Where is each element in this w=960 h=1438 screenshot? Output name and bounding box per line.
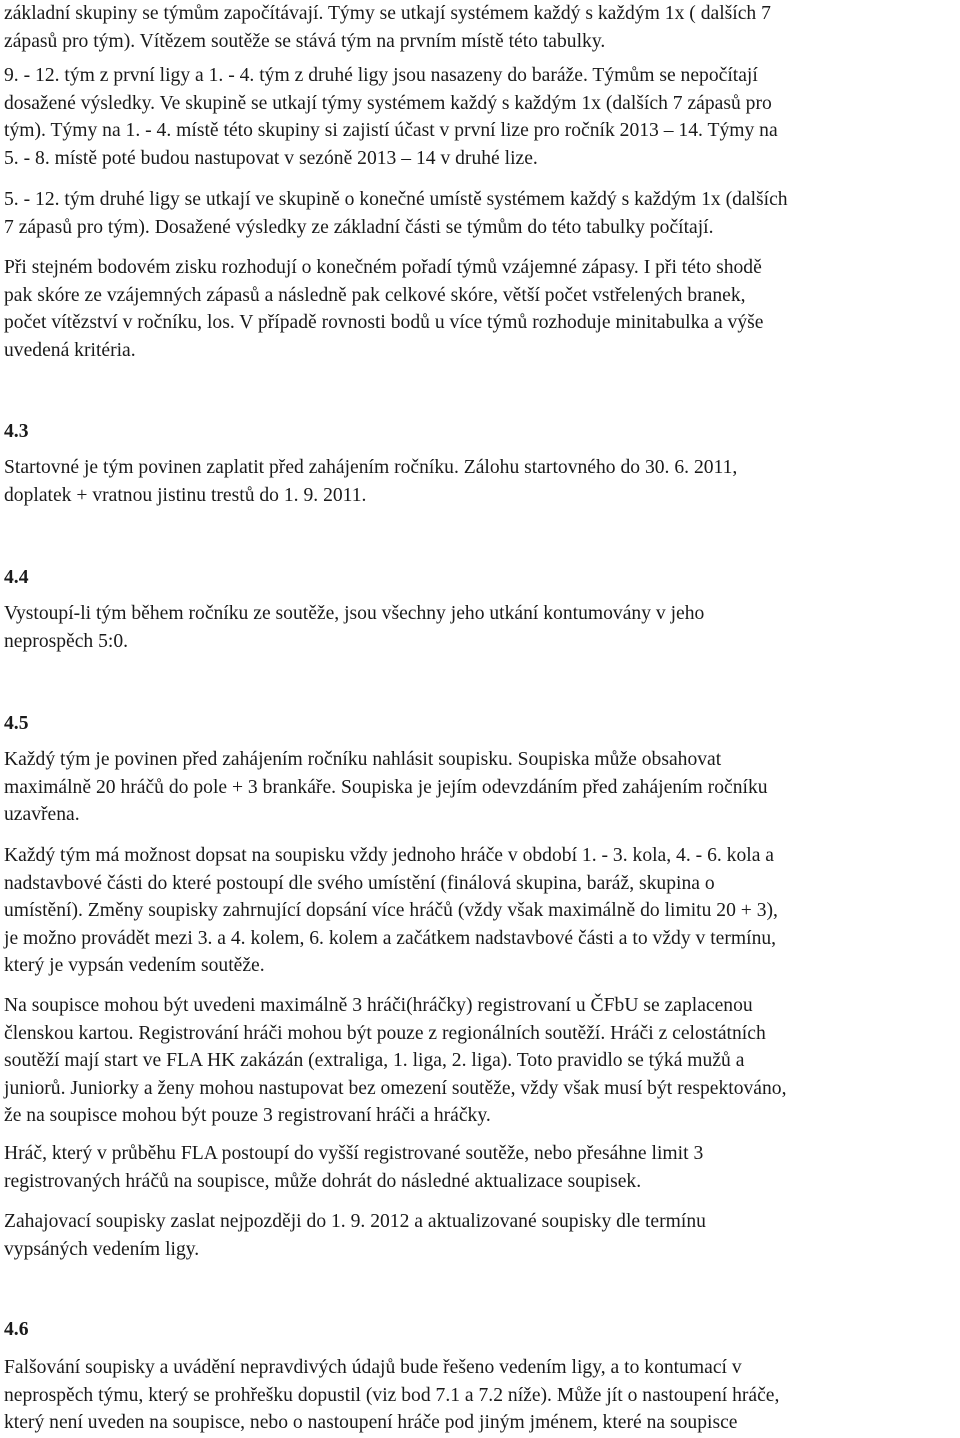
paragraph-barrage — [4, 62, 950, 172]
text-line: počet vítězství v ročníku, los. V případě rovnosti bodů u více týmů rozhoduje minitabulka a výše — [4, 312, 764, 334]
text-line: je možno provádět mezi 3. a 4. kolem, 6. kolem a začátkem nadstavbové části a to vždy v termínu, — [4, 927, 777, 949]
text-line: maximálně 20 hráčů do pole + 3 brankáře. Soupiska je jejím odevzdáním před zahájením ročníku — [4, 776, 768, 798]
text-line: uzavřena. — [4, 804, 80, 826]
text-line: umístění). Změny soupisky zahrnující dopsání více hráčů (vždy však maximálně do limitu 20 + 3), — [4, 900, 778, 922]
paragraph-entry-fee — [4, 454, 950, 509]
text-line: 7 zápasů pro tým). Dosažené výsledky ze základní části se týmům do této tabulky počítají. — [4, 216, 714, 238]
text-line: zápasů pro tým). Vítězem soutěže se stává tým na prvním místě této tabulky. — [4, 30, 606, 52]
text-line: tým). Týmy na 1. - 4. místě této skupiny si zajistí účast v první lize pro ročník 2013 – 14. Týmy na — [4, 120, 778, 142]
text-line: 5. - 8. místě poté budou nastupovat v sezóně 2013 – 14 v druhé lize. — [4, 147, 538, 169]
paragraph-registered-players — [4, 992, 950, 1130]
section-heading-4-3: 4.3 — [4, 421, 29, 442]
paragraph-roster — [4, 746, 950, 829]
text-line: uvedená kritéria. — [4, 339, 136, 361]
text-line: vypsáných vedením ligy. — [4, 1238, 200, 1260]
paragraph-roster-deadline — [4, 1208, 950, 1263]
text-line: 5. - 12. tým druhé ligy se utkají ve skupině o konečné umístě systémem každý s každým 1x (dalších — [4, 189, 788, 210]
text-line: neprospěch týmu, který se prohřešku dopustil (viz bod 7.1 a 7.2 níže). Může jít o nastoupení hráče, — [4, 1384, 780, 1406]
text-line: který není uveden na soupisce, nebo o nastoupení hráče pod jiným jménem, které na soupisce — [4, 1412, 738, 1434]
text-line: neprospěch 5:0. — [4, 630, 129, 652]
text-line: základní skupiny se týmům započítávají. Týmy se utkají systémem každý s každým 1x ( dalších 7 — [4, 3, 771, 24]
text-line: dosažené výsledky. Ve skupině se utkají týmy systémem každý s každým 1x (dalších 7 zápasů pro — [4, 92, 772, 114]
text-line: doplatek + vratnou jistinu trestů do 1. 9. 2011. — [4, 484, 367, 506]
text-line: Vystoupí-li tým během ročníku ze soutěže, jsou všechny jeho utkání kontumovány v jeho — [4, 603, 705, 624]
text-line: 9. - 12. tým z první ligy a 1. - 4. tým z druhé ligy jsou nasazeny do baráže. Týmům se nepočítají — [4, 65, 758, 86]
paragraph-placement-group — [4, 186, 950, 241]
paragraph-falsification — [4, 1354, 950, 1437]
text-line: Falšování soupisky a uvádění nepravdivých údajů bude řešeno vedením ligy, a to kontumací v — [4, 1357, 742, 1378]
text-line: členskou kartou. Registrování hráči mohou být pouze z regionálních soutěží. Hráči z celostátních — [4, 1022, 766, 1044]
text-line: Při stejném bodovém zisku rozhodují o konečném pořadí týmů vzájemné zápasy. I při této shodě — [4, 257, 762, 278]
text-line: Zahajovací soupisky zaslat nejpozději do 1. 9. 2012 a aktualizované soupisky dle termínu — [4, 1211, 706, 1232]
paragraph-roster-changes — [4, 842, 950, 980]
text-line: který je vypsán vedením soutěže. — [4, 955, 265, 977]
section-heading-4-4: 4.4 — [4, 567, 29, 588]
text-line: pak skóre ze vzájemných zápasů a následně pak celkové skóre, větší počet vstřelených branek, — [4, 284, 746, 306]
paragraph-tiebreak — [4, 254, 950, 364]
text-line: Hráč, který v průběhu FLA postoupí do vyšší registrované soutěže, nebo přesáhne limit 3 — [4, 1143, 704, 1164]
text-line: že na soupisce mohou být pouze 3 registrovaní hráči a hráčky. — [4, 1105, 491, 1127]
text-line: Na soupisce mohou být uvedeni maximálně 3 hráči(hráčky) registrovaní u ČFbU se zaplacenou — [4, 995, 753, 1016]
text-line: nadstavbové části do které postoupí dle svého umístění (finálová skupina, baráž, skupina o — [4, 872, 715, 894]
paragraph-withdrawal — [4, 600, 950, 655]
section-heading-4-5: 4.5 — [4, 713, 29, 734]
text-line: soutěží mají start ve FLA HK zakázán (extraliga, 1. liga, 2. liga). Toto pravidlo se týká mužů a — [4, 1050, 745, 1072]
text-line: Každý tým má možnost dopsat na soupisku vždy jednoho hráče v období 1. - 3. kola, 4. - 6. kola a — [4, 845, 774, 866]
text-line: juniorů. Juniorky a ženy mohou nastupovat bez omezení soutěže, vždy však musí být respektováno, — [4, 1077, 787, 1099]
paragraph-group-result — [4, 0, 950, 55]
section-heading-4-6: 4.6 — [4, 1319, 29, 1340]
paragraph-promotion — [4, 1140, 950, 1195]
text-line: Startovné je tým povinen zaplatit před zahájením ročníku. Zálohu startovného do 30. 6. 2011, — [4, 457, 738, 478]
text-line: Každý tým je povinen před zahájením ročníku nahlásit soupisku. Soupiska může obsahovat — [4, 749, 722, 770]
text-line: registrovaných hráčů na soupisce, může dohrát do následné aktualizace soupisek. — [4, 1170, 642, 1192]
